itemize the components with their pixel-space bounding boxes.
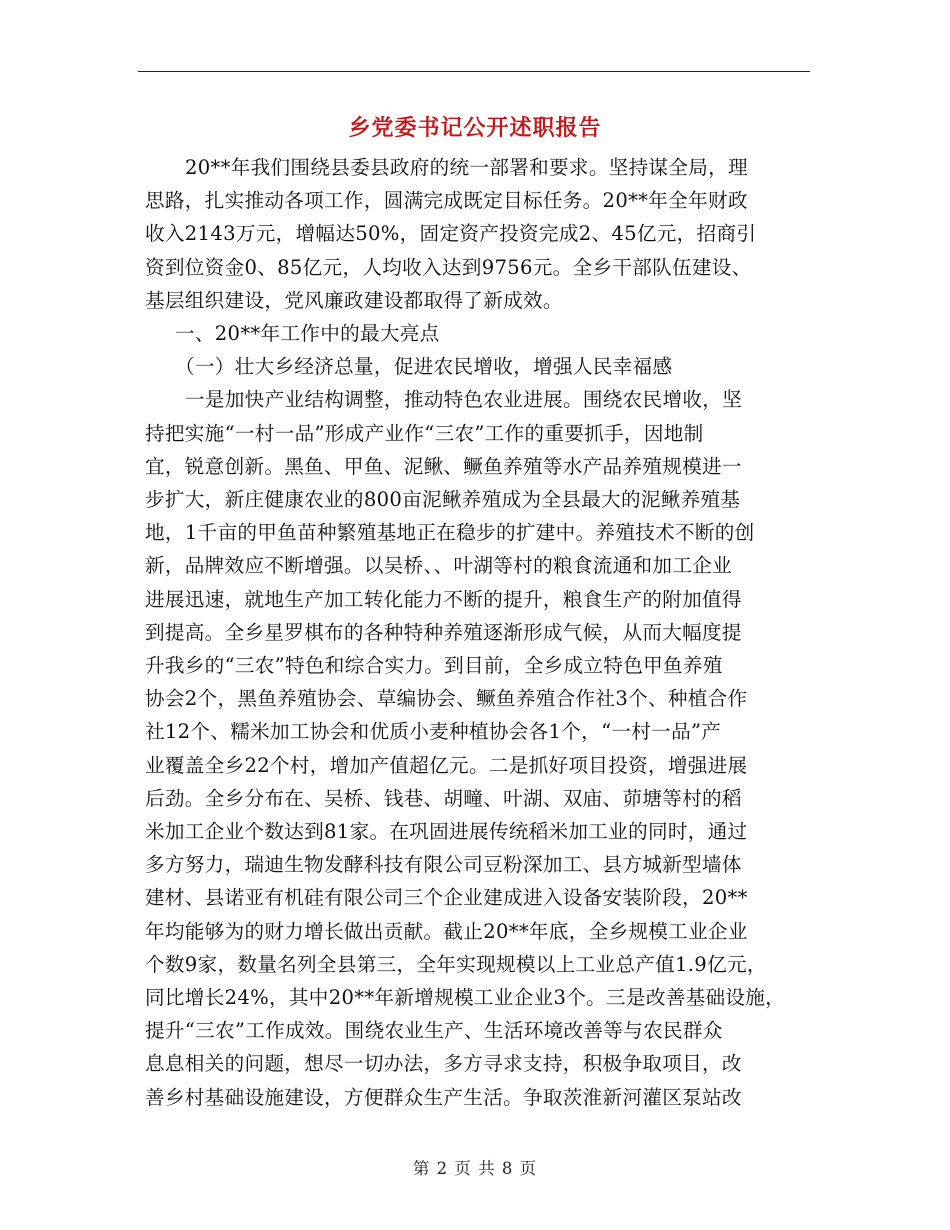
document-title: 乡党委书记公开述职报告 (348, 116, 602, 141)
body-line: 善乡村基础设施建设，方便群众生产生活。争取茨淮新河灌区泵站改 (145, 1085, 742, 1109)
body-line: 20**年我们围绕县委县政府的统一部署和要求。坚持谋全局，理 (185, 156, 748, 179)
body-line: 宜，锐意创新。黑鱼、甲鱼、泥鳅、鳜鱼养殖等水产品养殖规模进一 (145, 454, 742, 478)
body-line: 地，1千亩的甲鱼苗种繁殖基地正在稳步的扩建中。养殖技术不断的创 (145, 521, 755, 545)
body-line: 收入2143万元，增幅达50%，固定资产投资完成2、45亿元，招商引 (145, 222, 757, 246)
body-line: 新，品牌效应不断增强。以吴桥、、叶湖等村的粮食流通和加工企业 (145, 554, 733, 578)
body-line: 息息相关的问题，想尽一切办法，多方寻求支持，积极争取项目，改 (145, 1052, 742, 1076)
body-line: 基层组织建设，党风廉政建设都取得了新成效。 (145, 288, 563, 312)
body-line: 思路，扎实推动各项工作，圆满完成既定目标任务。20**年全年财政 (145, 189, 748, 213)
page-footer: 第 2 页 共 8 页 (412, 1159, 538, 1178)
body-line: （一）壮大乡经济总量，促进农民增收，增强人民幸福感 (175, 355, 673, 379)
body-line: 多方努力，瑞迪生物发酵科技有限公司豆粉深加工、县方城新型墙体 (145, 853, 742, 877)
body-line: 提升“三农”工作成效。围绕农业生产、生活环境改善等与农民群众 (145, 1019, 723, 1043)
body-line: 步扩大，新庄健康农业的800亩泥鳅养殖成为全县最大的泥鳅养殖基 (145, 488, 741, 511)
body-line: 业覆盖全乡22个村，增加产值超亿元。二是抓好项目投资，增强进展 (145, 753, 748, 777)
body-line: 一是加快产业结构调整，推动特色农业进展。围绕农民增收，坚 (185, 388, 743, 412)
body-line: 到提高。全乡星罗棋布的各种特种养殖逐渐形成气候，从而大幅度提 (145, 620, 742, 644)
body-line: 社12个、糯米加工协会和优质小麦种植协会各1个，“一村一品”产 (145, 720, 722, 744)
body-line: 持把实施“一村一品”形成产业作“三农”工作的重要抓手，因地制 (145, 421, 704, 445)
body-line: 一、20**年工作中的最大亮点 (175, 322, 440, 345)
body-line: 协会2个，黑鱼养殖协会、草编协会、鳜鱼养殖合作社3个、种植合作 (145, 687, 748, 711)
body-line: 年均能够为的财力增长做出贡献。截止20**年底，全乡规模工业企业 (145, 919, 748, 943)
body-line: 进展迅速，就地生产加工转化能力不断的提升，粮食生产的附加值得 (145, 587, 742, 611)
body-line: 个数9家，数量名列全县第三，全年实现规模以上工业总产值1.9亿元， (145, 952, 767, 976)
body-line: 米加工企业个数达到81家。在巩固进展传统稻米加工业的同时，通过 (145, 820, 748, 843)
body-line: 同比增长24%，其中20**年新增规模工业企业3个。三是改善基础设施， (145, 986, 786, 1009)
body-line: 升我乡的“三农”特色和综合实力。到目前，全乡成立特色甲鱼养殖 (145, 654, 723, 677)
header-rule (138, 71, 810, 72)
body-line: 后劲。全乡分布在、吴桥、钱巷、胡疃、叶湖、双庙、茆塘等村的稻 (145, 786, 742, 810)
body-line: 建材、县诺亚有机硅有限公司三个企业建成进入设备安装阶段，20** (145, 886, 748, 910)
body-line: 资到位资金0、85亿元，人均收入达到9756元。全乡干部队伍建设、 (145, 255, 752, 279)
